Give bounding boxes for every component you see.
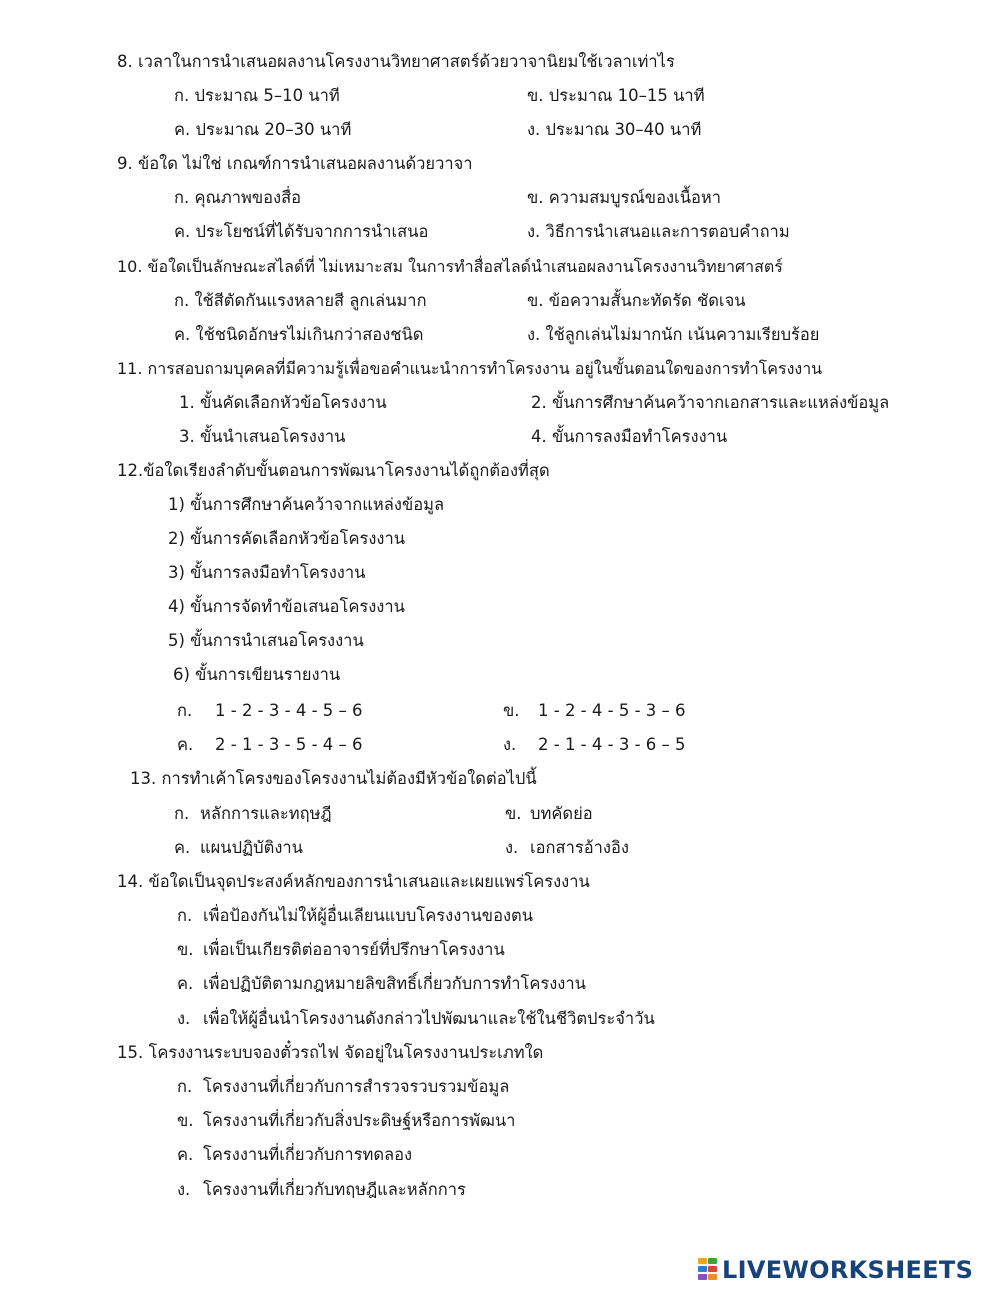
q10-option-b[interactable]: ข. ข้อความสั้นกะทัดรัด ชัดเจน xyxy=(527,291,746,310)
liveworksheets-logo-text: LIVEWORKSHEETS xyxy=(722,1256,974,1284)
q9-option-c[interactable]: ค. ประโยชน์ที่ได้รับจากการนำเสนอ xyxy=(174,222,429,241)
q12-step: 1) ขั้นการศึกษาค้นคว้าจากแหล่งข้อมูล xyxy=(168,495,445,514)
q14-option-b-label: ข. xyxy=(177,940,194,959)
q15-option-a-label: ก. xyxy=(177,1077,193,1096)
question-9-text: 9. ข้อใด ไม่ใช่ เกณฑ์การนำเสนอผลงานด้วยวาจา xyxy=(117,154,473,173)
q11-option-1[interactable]: 1. ขั้นคัดเลือกหัวข้อโครงงาน xyxy=(179,393,387,412)
q12-option-c-label: ค. xyxy=(177,735,194,754)
q15-option-d[interactable]: โครงงานที่เกี่ยวกับทฤษฎีและหลักการ xyxy=(203,1180,466,1199)
q11-option-4[interactable]: 4. ขั้นการลงมือทำโครงงาน xyxy=(531,427,728,446)
q14-option-b[interactable]: เพื่อเป็นเกียรติต่ออาจารย์ที่ปรึกษาโครงงาน xyxy=(203,940,505,959)
q12-option-c[interactable]: 2 - 1 - 3 - 5 - 4 – 6 xyxy=(215,735,363,754)
q15-option-b-label: ข. xyxy=(177,1111,194,1130)
q14-option-a[interactable]: เพื่อป้องกันไม่ให้ผู้อื่นเลียนแบบโครงงานของตน xyxy=(203,906,534,925)
q12-option-a[interactable]: 1 - 2 - 3 - 4 - 5 – 6 xyxy=(215,701,363,720)
q8-option-d[interactable]: ง. ประมาณ 30–40 นาที xyxy=(527,120,702,139)
q12-step: 5) ขั้นการนำเสนอโครงงาน xyxy=(168,631,364,650)
q13-option-c[interactable]: แผนปฏิบัติงาน xyxy=(200,838,303,857)
q9-option-b[interactable]: ข. ความสมบูรณ์ของเนื้อหา xyxy=(527,188,722,207)
q12-option-b[interactable]: 1 - 2 - 4 - 5 - 3 – 6 xyxy=(538,701,686,720)
q12-option-d[interactable]: 2 - 1 - 4 - 3 - 6 – 5 xyxy=(538,735,686,754)
q14-option-a-label: ก. xyxy=(177,906,193,925)
q8-option-c[interactable]: ค. ประมาณ 20–30 นาที xyxy=(174,120,352,139)
q14-option-c-label: ค. xyxy=(177,974,194,993)
q10-option-a[interactable]: ก. ใช้สีตัดกันแรงหลายสี ลูกเล่นมาก xyxy=(174,291,427,310)
question-8-text: 8. เวลาในการนำเสนอผลงานโครงงานวิทยาศาสตร์ด้วยวาจานิยมใช้เวลาเท่าไร xyxy=(117,52,675,71)
q15-option-c-label: ค. xyxy=(177,1145,194,1164)
q13-option-a-label: ก. xyxy=(174,804,190,823)
q13-option-b[interactable]: บทคัดย่อ xyxy=(530,804,593,823)
question-14-text: 14. ข้อใดเป็นจุดประสงค์หลักของการนำเสนอและเผยแพร่โครงงาน xyxy=(117,872,590,891)
question-11-text: 11. การสอบถามบุคคลที่มีความรู้เพื่อขอคำแนะนำการทำโครงงาน อยู่ในขั้นตอนใดของการทำโครงงาน xyxy=(117,359,823,378)
q15-option-c[interactable]: โครงงานที่เกี่ยวกับการทดลอง xyxy=(203,1145,413,1164)
liveworksheets-logo-icon xyxy=(698,1257,718,1283)
q12-step: 4) ขั้นการจัดทำข้อเสนอโครงงาน xyxy=(168,597,405,616)
question-13-text: 13. การทำเค้าโครงของโครงงานไม่ต้องมีหัวข้อใดต่อไปนี้ xyxy=(130,769,537,788)
q13-option-b-label: ข. xyxy=(505,804,522,823)
q11-option-2[interactable]: 2. ขั้นการศึกษาค้นคว้าจากเอกสารและแหล่งข้อมูล xyxy=(531,393,890,412)
q9-option-d[interactable]: ง. วิธีการนำเสนอและการตอบคำถาม xyxy=(527,222,790,241)
q10-option-d[interactable]: ง. ใช้ลูกเล่นไม่มากนัก เน้นความเรียบร้อย xyxy=(527,325,820,344)
question-12-text: 12.ข้อใดเรียงลำดับขั้นตอนการพัฒนาโครงงานได้ถูกต้องที่สุด xyxy=(117,461,550,480)
q12-option-b-label: ข. xyxy=(503,701,520,720)
q13-option-d-label: ง. xyxy=(505,838,519,857)
q10-option-c[interactable]: ค. ใช้ชนิดอักษรไม่เกินกว่าสองชนิด xyxy=(174,325,424,344)
q12-option-d-label: ง. xyxy=(503,735,517,754)
q8-option-b[interactable]: ข. ประมาณ 10–15 นาที xyxy=(527,86,705,105)
q9-option-a[interactable]: ก. คุณภาพของสื่อ xyxy=(174,188,302,207)
q13-option-d[interactable]: เอกสารอ้างอิง xyxy=(530,838,629,857)
q15-option-d-label: ง. xyxy=(177,1180,191,1199)
q14-option-d-label: ง. xyxy=(177,1009,191,1028)
question-15-text: 15. โครงงานระบบจองตั๋วรถไฟ จัดอยู่ในโครงงานประเภทใด xyxy=(117,1043,544,1062)
q12-step: 2) ขั้นการคัดเลือกหัวข้อโครงงาน xyxy=(168,529,406,548)
q11-option-3[interactable]: 3. ขั้นนำเสนอโครงงาน xyxy=(179,427,346,446)
q15-option-a[interactable]: โครงงานที่เกี่ยวกับการสำรวจรวบรวมข้อมูล xyxy=(203,1077,510,1096)
q14-option-c[interactable]: เพื่อปฏิบัติตามกฎหมายลิขสิทธิ์เกี่ยวกับการทำโครงงาน xyxy=(203,974,586,993)
q12-step: 6) ขั้นการเขียนรายงาน xyxy=(173,665,341,684)
q13-option-c-label: ค. xyxy=(174,838,191,857)
q14-option-d[interactable]: เพื่อให้ผู้อื่นนำโครงงานดังกล่าวไปพัฒนาและใช้ในชีวิตประจำวัน xyxy=(203,1009,655,1028)
question-10-text: 10. ข้อใดเป็นลักษณะสไลด์ที่ ไม่เหมาะสม ในการทำสื่อสไลด์นำเสนอผลงานโครงงานวิทยาศาสตร์ xyxy=(117,257,783,276)
liveworksheets-logo xyxy=(698,1255,973,1285)
q8-option-a[interactable]: ก. ประมาณ 5–10 นาที xyxy=(174,86,340,105)
q13-option-a[interactable]: หลักการและทฤษฎี xyxy=(200,804,332,823)
q12-step: 3) ขั้นการลงมือทำโครงงาน xyxy=(168,563,366,582)
q12-option-a-label: ก. xyxy=(177,701,193,720)
q15-option-b[interactable]: โครงงานที่เกี่ยวกับสิ่งประดิษฐ์หรือการพัฒนา xyxy=(203,1111,516,1130)
